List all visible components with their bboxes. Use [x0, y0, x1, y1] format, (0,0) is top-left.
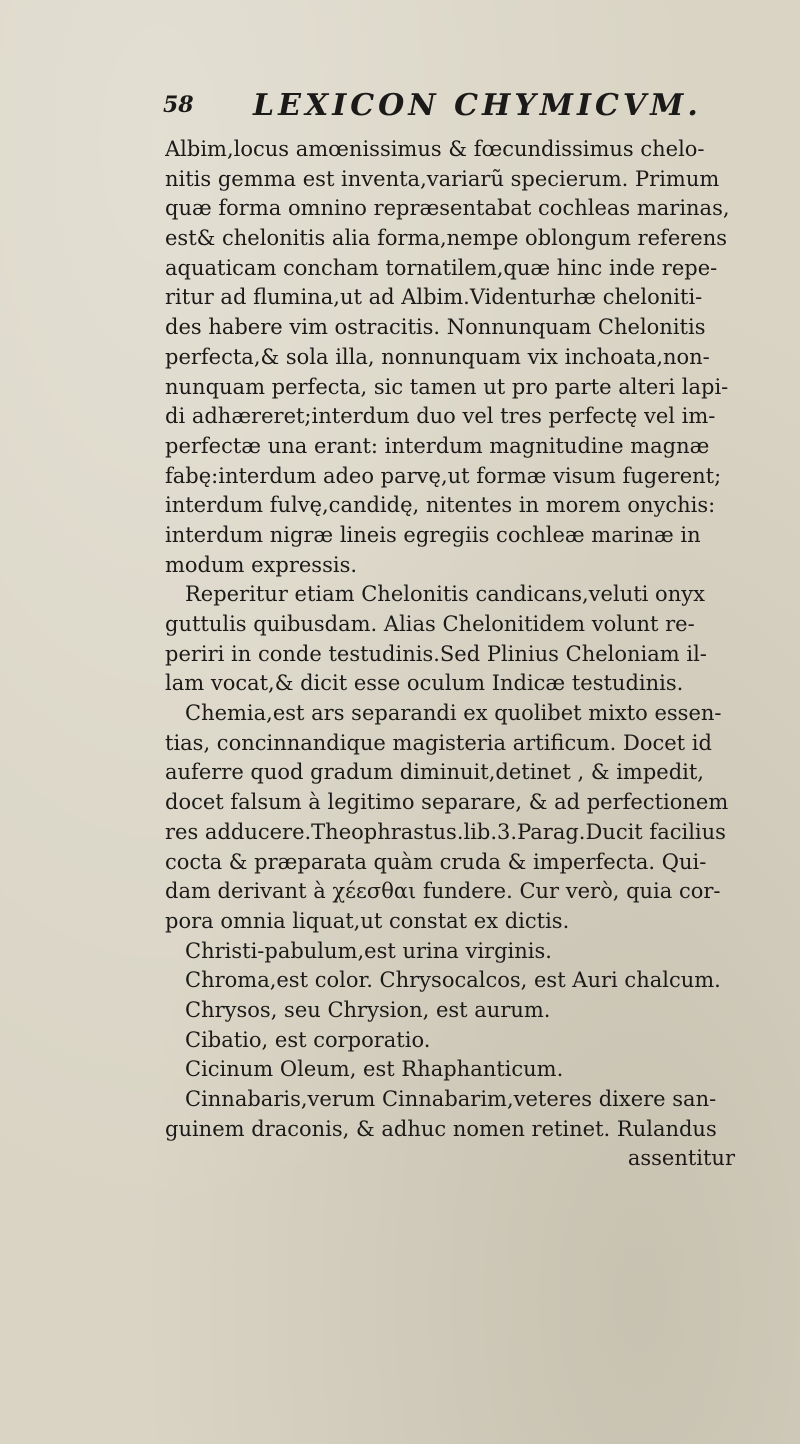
text-line: tias, concinnandique magisteria artificum. Docet id — [165, 730, 712, 755]
text-line: nunquam perfecta, sic tamen ut pro parte alteri lapi- — [165, 374, 729, 399]
running-title: LEXICON CHYMICVM. — [253, 88, 702, 123]
text-line: lam vocat,& dicit esse oculum Indicæ testudinis. — [165, 671, 684, 696]
text-line: quæ forma omnino repræsentabat cochleas marinas, — [165, 196, 730, 221]
text-line: guinem draconis, & adhuc nomen retinet. Rulandus — [165, 1116, 717, 1141]
text-line: docet falsum à legitimo separare, & ad perfectionem — [165, 790, 729, 815]
text-line: di adhæreret;interdum duo vel tres perfectę vel im- — [165, 404, 716, 429]
text-line: Cinnabaris,verum Cinnabarim,veteres dixere san- — [185, 1087, 717, 1111]
text-line: des habere vim ostracitis. Nonnunquam Chelonitis — [165, 315, 706, 340]
text-line: Cibatio, est corporatio. — [185, 1027, 431, 1052]
text-line: Chrysos, seu Chrysion, est aurum. — [185, 997, 551, 1022]
text-line: interdum nigræ lineis egregiis cochleæ marinæ in — [165, 522, 701, 547]
text-line: Chemia,est ars separandi ex quolibet mixto essen- — [185, 701, 722, 726]
text-line: Chroma,est color. Chrysocalcos, est Auri chalcum. — [185, 968, 721, 993]
text-line: perfectæ una erant: interdum magnitudine magnæ — [165, 433, 710, 458]
text-line: pora omnia liquat,ut constat ex dictis. — [165, 908, 570, 933]
text-line: Albim,locus amœnissimus & fœcundissimus chelo- — [165, 137, 705, 161]
text-line: guttulis quibusdam. Alias Chelonitidem volunt re- — [165, 612, 695, 636]
text-line: interdum fulvę,candidę, nitentes in morem onychis: — [165, 493, 716, 518]
text-line: perfecta,& sola illa, nonnunquam vix inchoata,non- — [165, 344, 710, 369]
text-body — [165, 135, 765, 1174]
text-line: Reperitur etiam Chelonitis candicans,veluti onyx — [185, 582, 705, 607]
text-line: periri in conde testudinis.Sed Plinius Cheloniam il- — [165, 641, 707, 666]
text-line: Cicinum Oleum, est Rhaphanticum. — [185, 1057, 564, 1082]
text-line: nitis gemma est inventa,variarũ specierum. Primum — [165, 166, 720, 191]
text-line: res adducere.Theophrastus.lib.3.Parag.Ducit facilius — [165, 819, 726, 844]
text-line: ritur ad flumina,ut ad Albim.Videnturhæ cheloniti- — [165, 285, 703, 310]
text-line: Christi-pabulum,est urina virginis. — [185, 938, 552, 963]
text-line: cocta & præparata quàm cruda & imperfecta. Qui- — [165, 849, 707, 874]
text-line: modum expressis. — [165, 552, 358, 577]
catchword: assentitur — [627, 1146, 735, 1171]
page-number: 58 — [163, 92, 194, 118]
text-line: dam derivant à χέεσθαι fundere. Cur verò, quia cor- — [165, 879, 721, 904]
running-header — [163, 88, 723, 128]
text-line: auferre quod gradum diminuit,detinet , & impedit, — [165, 760, 704, 785]
text-line: est& chelonitis alia forma,nempe oblongum referens — [165, 226, 728, 251]
text-line: aquaticam concham tornatilem,quæ hinc inde repe- — [165, 255, 718, 280]
text-line: fabę:interdum adeo parvę,ut formæ visum fugerent; — [165, 463, 722, 488]
